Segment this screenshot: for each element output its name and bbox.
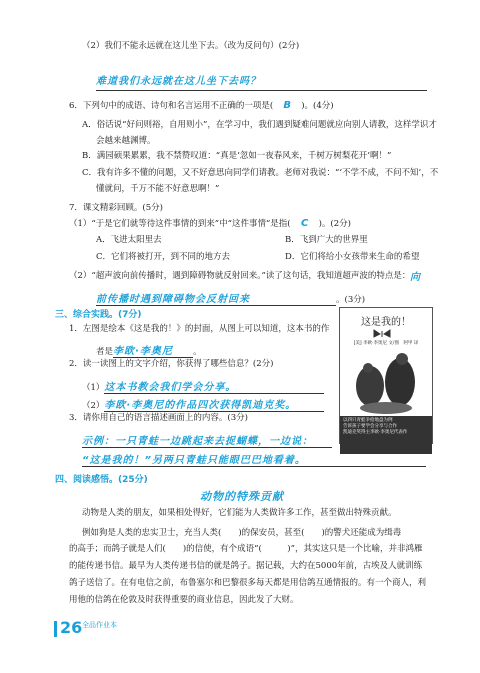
- q6-stem: 6．下列句中的成语、诗句和名言运用不正确的一项是( B )。(4分): [69, 100, 334, 111]
- q7-opt-a: A．飞进太阳里去: [96, 235, 162, 245]
- q7-opt-d: D．它们将给小女孩带来生命的希望: [285, 252, 420, 262]
- passage-p3: 的高手；而鸽子就是人们( )的信使，有个成语“( )”，其实这只是一个比喻，并非鸿雁: [69, 544, 423, 554]
- q6-option-a: A．俗话说“好问则裕，自用则小”，在学习中，我们遇到疑难问题就应向别人请教，这样学识才: [82, 120, 437, 130]
- book-blurb: 以四只青蛙争抢地盘为例 告诉孩子要学会分享与合作 凯迪克奖得主李欧·李奥尼代表作: [340, 416, 432, 454]
- q7-title: 7．课文精彩回顾。(5分): [69, 203, 163, 213]
- q6-answer: B: [283, 100, 292, 111]
- sec3-q3: 3．请你用自己的语言描述画面上的内容。(3分): [69, 413, 248, 423]
- q7-part2-answer-a: 向: [410, 272, 421, 283]
- q6-option-c-cont: 懂就问，千万不能不好意思啊！”: [96, 184, 220, 194]
- passage-title: 动物的特殊贡献: [200, 490, 284, 503]
- sec3-q3-answer-a: 示例：一只青蛙一边跳起来去捉蝴蝶，一边说：: [82, 432, 332, 448]
- sec3-q2: 2．读一读图上的文字介绍，你获得了哪些信息？(2分): [69, 359, 274, 369]
- sec3-q2-b: （2）李欧·李奥尼的作品四次获得凯迪克奖。: [82, 393, 324, 412]
- q2-sentence: （2）我们不能永远就在这儿坐下去。（改为反问句）(2分): [82, 41, 300, 51]
- section4-title: 四、阅读感悟。(25分): [55, 475, 148, 485]
- passage-p6: 用他的信鸽在伦敦及时获得重要的商业信息，因此发了大财。: [69, 595, 299, 605]
- page-number: 26: [60, 618, 83, 637]
- q7-opt-c: C．它们将被打开，到不同的地方去: [96, 252, 231, 262]
- sec3-q1-line: 者是李欧·李奥尼 。: [96, 339, 202, 358]
- passage-p4: 的能传递书信。最早为人类传递书信的就是鸽子。据记载，大约在5000年前，古埃及人就训练: [69, 561, 423, 571]
- butterfly-icon: [340, 328, 432, 340]
- q2-answer: 难道我们永远就在这儿坐下去吗？: [96, 72, 427, 91]
- q6-option-b: B．满园硕果累累，我不禁赞叹道：“真是‘忽如一夜春风来，千树万树梨花开’啊！”: [82, 151, 392, 161]
- q6-option-a-cont: 会越来越渊博。: [96, 136, 156, 146]
- q6-option-c: C．我有许多不懂的问题，又不好意思向同学们请教。老师对我说：“‘不学不成，不问不知’，不: [82, 168, 439, 178]
- q7-part1-answer: C: [300, 218, 309, 229]
- q7-opt-b: B．飞到广大的世界里: [285, 235, 368, 245]
- q7-part2-stem: （2）“超声波向前传播时，遇到障碍物就反射回来。”读了这句话，我知道超声波的特点是：: [69, 271, 411, 281]
- sec3-q1: 1．左图是绘本《这是我的！》的封面，从图上可以知道，这本书的作: [69, 324, 330, 334]
- passage-p5: 鸽子送信了。在有电信之前，布鲁塞尔和巴黎很多每天都是用信鸽互通情报的。有一个商人，利: [69, 578, 427, 588]
- frogs-illustration: [340, 346, 432, 416]
- passage-p1: 动物是人类的朋友，如果相处得好，它们能为人类做许多工作，甚至做出特殊贡献。: [82, 508, 397, 518]
- book-credits: [美] 李欧·李奥尼 文/图 阿甲 译: [353, 341, 419, 346]
- footer-label: 全品作业本: [82, 621, 117, 629]
- q7-part2-answer-line: 前传播时遇到障碍物会反射回来 。(3分): [96, 287, 365, 306]
- book-cover: [339, 307, 433, 444]
- passage-p2: 例如狗是人类的忠实卫士，充当人类( )的保安员，甚至( )的警犬还能成为缉毒: [82, 528, 402, 538]
- sec3-q2-a: （1）这本书教会我们学会分享。: [82, 375, 324, 394]
- book-title: 这是我的！: [361, 317, 411, 328]
- sec3-q3-answer-b: “这是我的！”另两只青蛙只能眼巴巴地看着。: [82, 451, 426, 467]
- section3-title: 三、综合实践。(7分): [55, 310, 142, 320]
- footer-bar: [54, 621, 57, 637]
- q7-part1-stem: （1）“于是它们就等待这件事情的到来”中“这件事情”是指( C )。(2分): [69, 218, 351, 229]
